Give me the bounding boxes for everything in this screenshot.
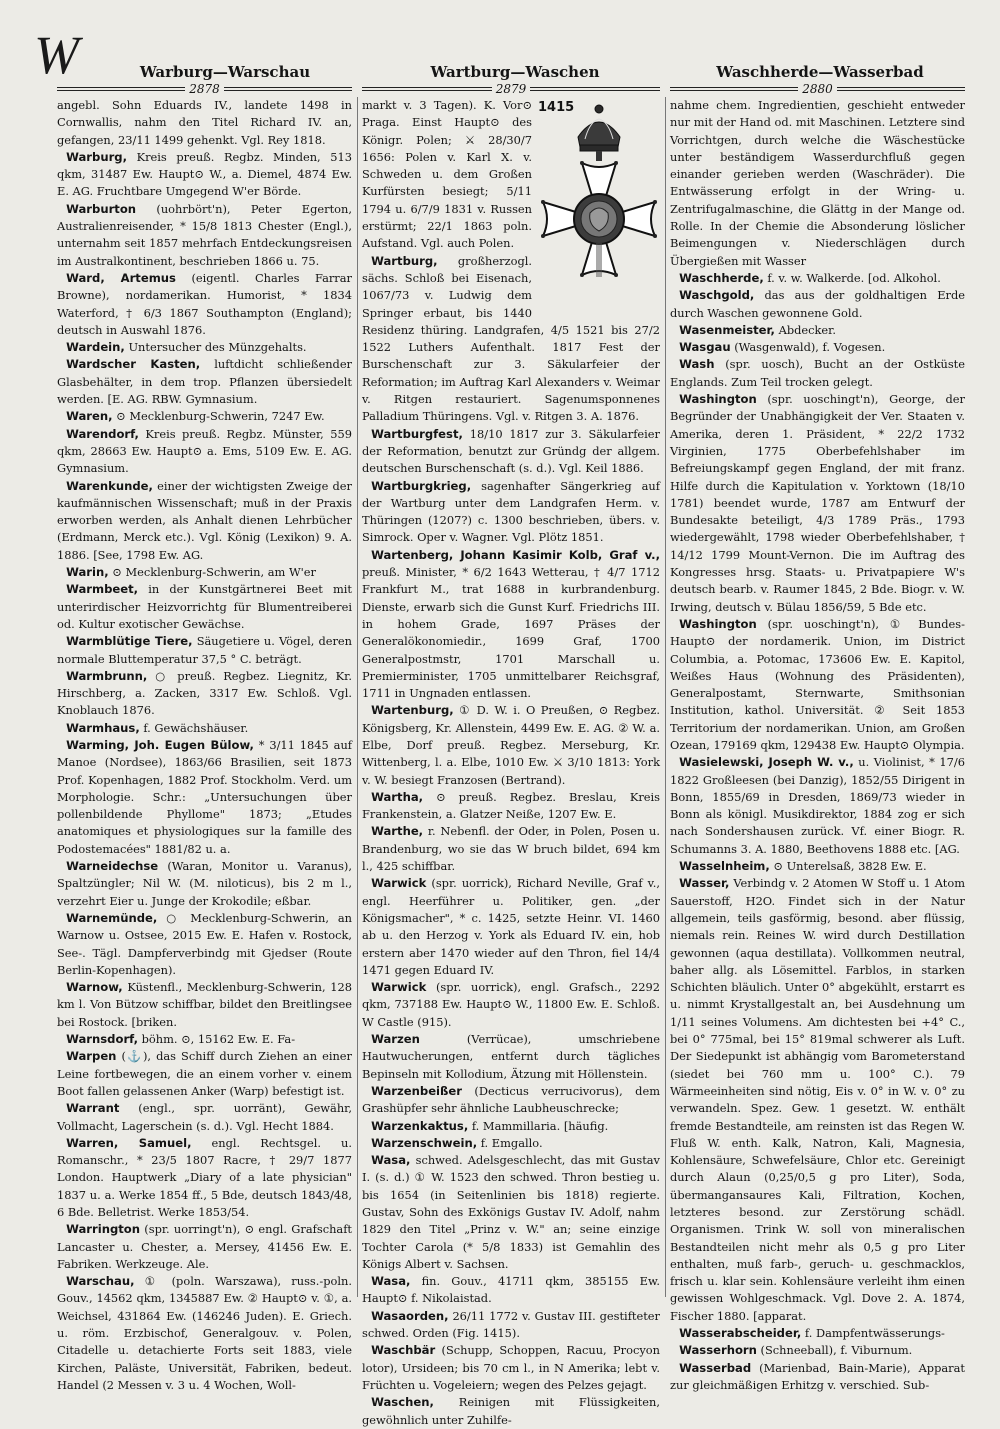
dictionary-entry	[670, 356, 965, 391]
dictionary-entry	[670, 287, 965, 322]
entry-text: (eigentl. Charles Farrar Browne), nordamerikan. Humorist, * 1834 Waterford, † 6/3 1867 Southampton (England); deutsch in Auswahl 1876.	[57, 270, 352, 337]
page-number: 2878	[189, 82, 220, 96]
entry-text: (Decticus verrucivorus), dem Grashüpfer sehr ähnliche Laubheuschrecke;	[362, 1083, 661, 1116]
entry-text: Reinigen mit Flüssigkeiten, gewöhnlich unter Zuhilfe-	[362, 1395, 661, 1427]
entry-text: böhm. ⊙, 15162 Ew. E. Fa-	[141, 1032, 296, 1047]
dictionary-entry	[362, 702, 660, 788]
entry-headword: Waren,	[66, 409, 113, 424]
dictionary-entry	[362, 1308, 660, 1343]
entry-headword: Warburton	[66, 201, 137, 216]
dictionary-entry	[57, 201, 352, 270]
entry-headword: Wartburg,	[371, 253, 438, 268]
entry-headword: Warneidechse	[66, 859, 159, 874]
entry-headword: Warzen	[371, 1032, 420, 1047]
figure-number: 1415	[538, 100, 575, 115]
entry-text: * 3/11 1845 auf Manoe (Nordsee), 1863/66 Brasilien, seit 1873 Prof. Kopenhagen, 1882 Prof. Stockholm. Verd. um Morphologie. Schr.: „Untersuchungen über pollenbildende Phyllome" 1873; „Etudes anatomiques et physiologiques sur la famille des Podostemacées" 1881/82 u. a.	[57, 737, 353, 856]
entry-text: (Wasgenwald), f. Vogesen.	[734, 340, 886, 355]
entry-text: (engl., spr. uorränt), Gewähr, Vollmacht, Lagerschein (s. d.). Vgl. Hecht 1884.	[57, 1101, 352, 1133]
entry-headword: Wartenberg, Johann Kasimir Kolb, Graf v.,	[371, 547, 660, 562]
dictionary-entry	[57, 720, 352, 737]
entry-text: ○ Mecklenburg-Schwerin, an Warnow u. Ostsee, 2015 Ew. E. Hafen v. Rostock, See-. Tägl. Dampferverbindg mit Gjedser (Route Berlin-Kopenhagen).	[57, 910, 353, 977]
entry-headword: Waschbär	[371, 1343, 436, 1358]
entry-text: (uohrbört'n), Peter Egerton, Australienreisender, * 15/8 1813 Chester (Engl.), unternahm seit 1857 mehrfach Entdeckungsreisen im Australkontinent, beschrieben 1866 u. 75.	[57, 201, 352, 268]
dictionary-entry	[57, 668, 352, 720]
entry-text: fin. Gouv., 41711 qkm, 385155 Ew. Haupt⊙ f. Nikolaistad.	[362, 1274, 660, 1306]
entry-headword: Warrington	[66, 1222, 141, 1237]
entry-headword: Wasa,	[371, 1153, 411, 1168]
entry-text: ⊙ Mecklenburg-Schwerin, am W'er	[112, 565, 316, 580]
entry-text: in der Kunstgärtnerei Beet mit unterirdischer Heizvorrichtg für Blumentreiberei od. Kultur exotischer Gewächse.	[57, 582, 352, 631]
dictionary-entry	[362, 1031, 660, 1083]
entry-text: markt v. 3 Tagen). K. Vor⊙ Praga. Einst Haupt⊙ des Königr. Polen; ⚔ 28/30/7 1656: Polen v. Karl X. v. Schweden u. dem Großen Kurfürsten besiegt; 5/11 1794 u. 6/7/9 1831 v. Russen erstürmt; 22/1 1863 poln. Aufstand. Vgl. auch Polen.	[362, 98, 532, 251]
entry-headword: Wartburgfest,	[371, 426, 463, 441]
entry-headword: Wasserabscheider,	[679, 1326, 802, 1341]
running-head-left: Warburg—Warschau	[139, 63, 311, 81]
dictionary-entry	[362, 1394, 660, 1429]
entry-text: f. Dampfentwässerungs-	[804, 1326, 945, 1341]
dictionary-entry	[57, 97, 352, 149]
entry-headword: Waschherde,	[679, 270, 764, 285]
entry-headword: Wartenburg,	[371, 703, 454, 718]
entry-text: 18/10 1817 zur 3. Säkularfeier der Reformation, benutzt zur Gründg der allgem. deutschen Burschenschaft (s. d.). Vgl. Keil 1886.	[362, 426, 660, 476]
dictionary-entry	[57, 1031, 352, 1048]
dictionary-entry	[362, 979, 660, 1031]
dictionary-entry	[362, 1135, 660, 1152]
page-number-left	[57, 82, 352, 96]
page-number: 2879	[495, 82, 527, 96]
dictionary-entry	[670, 754, 965, 858]
entry-text: luftdicht schließender Glasbehälter, in dem trop. Pflanzen übersiedelt werden. [E. AG. RBW. Gymnasium.	[57, 357, 353, 407]
column-divider	[357, 97, 358, 1297]
dictionary-entry	[57, 1221, 352, 1273]
entry-headword: Warrant	[66, 1101, 120, 1116]
entry-text: Untersucher des Münzgehalts.	[128, 340, 307, 355]
running-head-center: Wartburg—Waschen	[430, 63, 600, 81]
entry-headword: Wasaorden,	[371, 1308, 449, 1323]
entry-headword: Ward, Artemus	[66, 270, 176, 285]
dictionary-entry	[57, 356, 352, 408]
entry-headword: Wasgau	[679, 340, 731, 355]
page-number-right	[670, 82, 965, 96]
dictionary-entry	[57, 1135, 352, 1221]
entry-headword: Waschen,	[371, 1395, 434, 1410]
dictionary-entry	[57, 633, 352, 668]
entry-text: (Schupp, Schoppen, Racuu, Procyon lotor), Ursideen; bis 70 cm l., in N Amerika; lebt v. Früchten u. Vogeleiern; wegen des Pelzes gejagt.	[362, 1343, 660, 1392]
entry-text: angebl. Sohn Eduards IV., landete 1498 in Cornwallis, nahm den Titel Richard IV. an, gefangen, 23/11 1499 gehenkt. Vgl. Rey 1818.	[57, 98, 352, 147]
dictionary-entry	[57, 1048, 352, 1100]
entry-headword: Warenkunde,	[66, 478, 153, 493]
dictionary-entry	[670, 858, 965, 875]
entry-text: r. Nebenfl. der Oder, in Polen, Posen u. Brandenburg, wo sie das W bruch bildet, 694 km l., 425 schiffbar.	[362, 824, 661, 874]
column-left	[57, 97, 353, 1392]
entry-headword: Warburg,	[66, 149, 127, 164]
dictionary-entry	[57, 581, 352, 633]
entry-headword: Warmhaus,	[66, 720, 140, 735]
entry-text: Kreis preuß. Regbz. Münster, 559 qkm, 28663 Ew. Haupt⊙ a. Ems, 5109 Ew. E. AG. Gymnasium.	[57, 426, 352, 476]
running-head-right: Waschherde—Wasserbad	[716, 63, 924, 81]
dictionary-entry	[57, 149, 352, 201]
entry-text: sagenhafter Sängerkrieg auf der Wartburg unter dem Landgrafen Herm. v. Thüringen (1207?) c. 1300 beschrieben, übers. v. Simrock. Oper v. Wagner. Vgl. Plötz 1851.	[362, 478, 660, 545]
entry-text: (Verrücae), umschriebene Hautwucherungen, entfernt durch tägliches Bepinseln mit Kollodium, Ätzung mit Höllenstein.	[362, 1032, 660, 1081]
dictionary-entry	[670, 339, 965, 356]
entry-headword: Warming, Joh. Eugen Bülow,	[66, 737, 254, 752]
entry-headword: Wash	[679, 357, 715, 372]
entry-headword: Wardein,	[66, 340, 125, 355]
entry-text: u. Violinist, * 17/6 1822 Großleesen (bei Danzig), 1852/55 Dirigent in Bonn, 1855/69 in Dresden, 1869/73 wieder in Bonn als königl. Musikdirektor, 1884 zog er sich nach Sondershausen zurück. Vf. einer Biogr. R. Schumanns 3. A. 1880, Beethovens 1888 etc. [AG.	[670, 755, 965, 856]
entry-text: f. v. w. Walkerde. [od. Alkohol.	[767, 270, 941, 285]
entry-headword: Warpen	[66, 1049, 117, 1064]
dictionary-entry	[362, 478, 660, 547]
dictionary-entry	[57, 564, 352, 581]
column-right	[670, 97, 966, 1392]
entry-text: (spr. uorrick), engl. Grafsch., 2292 qkm, 737188 Ew. Haupt⊙ W., 11800 Ew. E. Schloß. W Castle (915).	[362, 980, 660, 1029]
entry-text: ⊙ Mecklenburg-Schwerin, 7247 Ew.	[116, 409, 325, 424]
dictionary-entry	[670, 1360, 965, 1395]
entry-text: das aus der goldhaltigen Erde durch Waschen gewonnene Gold.	[670, 288, 965, 320]
entry-headword: Washington	[679, 616, 757, 631]
entry-text: (⚓), das Schiff durch Ziehen an einer Leine fortbewegen, die an einem vorher v. einem Boot fallen gelassenen Anker (Warp) befestigt ist.	[57, 1049, 352, 1098]
entry-text: großherzogl. sächs. Schloß bei Eisenach, 1067/73 v. Ludwig dem Springer erbaut, bis 1440 Residenz thüring. Landgrafen, 4/5 1521 bis 27/2 1522 Luthers Aufenthalt. 1817 Fest der Burschenschaft zur 3. Säkularfeier der Reformation; im Auftrag Karl Alexanders v. Weimar v. Ritgen restauriert. Sagenumsponnenes Palladium Thüringens. Vgl. v. Ritgen 3. A. 1876.	[362, 253, 660, 424]
dictionary-entry	[362, 1342, 660, 1394]
dictionary-entry	[362, 1118, 660, 1135]
entry-headword: Wartburgkrieg,	[371, 478, 472, 493]
dictionary-entry	[362, 547, 660, 703]
entry-headword: Warendorf,	[66, 426, 139, 441]
entry-text: ① D. W. i. O Preußen, ⊙ Regbez. Königsberg, Kr. Allenstein, 4499 Ew. E. AG. ② W. a. Elbe, Dorf preuß. Regbez. Merseburg, Kr. Wittenberg, l. a. Elbe, 1010 Ew. ⚔ 3/10 1813: York v. W. besiegt Franzosen (Bertrand).	[362, 703, 660, 787]
entry-text: preuß. Minister, * 6/2 1643 Wetterau, † 4/7 1712 Frankfurt M., trat 1688 in kurbrandenburg. Dienste, erwarb sich die Gunst Kurf. Friedrichs III. in hohem Grade, 1697 Präses der Generalökonomiedir., 1699 Graf, 1700 Generalpostmstr, 1701 Marschall u. Premierminister, 1705 unmittelbarer Reichsgraf, 1711 in Ungnaden entlassen.	[362, 565, 660, 701]
dictionary-entry	[670, 270, 965, 287]
dictionary-entry	[57, 339, 352, 356]
entry-headword: Warren, Samuel,	[66, 1135, 192, 1150]
entry-text: ○ preuß. Regbez. Liegnitz, Kr. Hirschberg, a. Zacken, 3317 Ew. Schloß. Vgl. Knoblauch 1876.	[57, 668, 352, 718]
dictionary-entry	[57, 737, 352, 858]
dictionary-entry	[670, 1325, 965, 1342]
entry-text: nahme chem. Ingredientien, geschieht entweder nur mit der Hand od. mit Maschinen. Letztere sind Vorrichtgen, durch welche die Wäschestücke unter beständigem Wasserdurchfluß gegen einander gerieben werden (Waschräder). Die Entwässerung erfolgt in der Wring- u. Zentrifugalmaschine, die Glättg in der Mange od. Rolle. In der Chemie die Absonderung löslicher Beimengungen v. Niederschlägen durch Übergießen mit Wasser	[670, 98, 965, 268]
entry-headword: Warwick	[371, 980, 427, 995]
dictionary-entry	[362, 875, 660, 979]
dictionary-entry	[670, 391, 965, 616]
entry-headword: Wasselnheim,	[679, 859, 770, 874]
wasa-order-cross-icon	[538, 99, 660, 307]
entry-text: (Waran, Monitor u. Varanus), Spaltzüngler; Nil W. (M. niloticus), bis 2 m l., verzehrt Eier u. Junge der Krokodile; eßbar.	[57, 859, 352, 908]
entry-text: (Schneeball), f. Viburnum.	[760, 1343, 913, 1358]
dictionary-entry	[670, 875, 965, 1325]
entry-text: (spr. uoschingt'n), George, der Begründer der Unabhängigkeit der Ver. Staaten v. Amerika, deren 1. Präsident, * 22/2 1732 Virginien, 1775 Oberbefehlshaber im Befreiungskampf gegen England, der mit franz. Hilfe durch die Kapitulation v. Yorktown (18/10 1781) beendet wurde, 1787 am Entwurf der Bundesakte beteiligt, 4/3 1789 Präs., 1793 wiedergewählt, 1798 wieder Oberbefehlshaber, † 14/12 1799 Mount-Vernon. Die im Auftrag des Kongresses hrsg. Staats- u. Privatpapiere W's deutsch bearb. v. Raumer 1845, 2 Bde. Biogr. v. W. Irwing, deutsch v. Bülau 1856/59, 5 Bde etc.	[670, 392, 965, 614]
entry-text: (spr. uoschingt'n), ① Bundes-Haupt⊙ der nordamerik. Union, im District Columbia, a. Potomac, 173606 Ew. E. Kapitol, Weißes Haus (Wohnung des Präsidenten), Generalpostamt, Sternwarte, Smithsonian Institution, kathol. Universität. ② Seit 1853 Territorium der nordamerikan. Union, am Großen Ozean, 179169 qkm, 129438 Ew. Haupt⊙ Olympia.	[670, 616, 965, 752]
dictionary-entry	[57, 408, 352, 425]
entry-headword: Warin,	[66, 565, 109, 580]
dictionary-entry	[57, 979, 352, 1031]
entry-headword: Wasserhorn	[679, 1343, 757, 1358]
entry-headword: Wasielewski, Joseph W. v.,	[679, 755, 854, 770]
entry-headword: Wasserbad	[679, 1360, 752, 1375]
entry-headword: Wardscher Kasten,	[66, 357, 201, 372]
entry-headword: Warnemünde,	[66, 910, 158, 925]
entry-text: Abdecker.	[778, 322, 836, 337]
dictionary-entry	[57, 426, 352, 478]
entry-text: ⊙ Unterelsaß, 3828 Ew. E.	[773, 859, 927, 874]
entry-text: f. Emgallo.	[480, 1135, 543, 1150]
entry-headword: Warnow,	[66, 980, 123, 995]
entry-headword: Wasa,	[371, 1274, 411, 1289]
dictionary-entry	[362, 1273, 660, 1308]
entry-text: (spr. uorrick), Richard Neville, Graf v., engl. Heerführer u. Politiker, gen. „der Königsmacher", * c. 1425, setzte Heinr. VI. 1460 ab u. den Herzog v. York als Eduard IV. ein, hob erstern aber 1470 wieder auf den Thron, fiel 14/4 1471 gegen Eduard IV.	[362, 876, 660, 977]
entry-headword: Wasser,	[679, 876, 730, 891]
entry-text: Kreis preuß. Regbz. Minden, 513 qkm, 31487 Ew. Haupt⊙ W., a. Diemel, 4874 Ew. E. AG. Fruchtbare Umgegend W'er Börde.	[57, 149, 352, 199]
dictionary-entry	[362, 1083, 660, 1118]
entry-text: f. Gewächshäuser.	[143, 720, 249, 735]
dictionary-entry	[57, 910, 352, 979]
entry-headword: Warwick	[371, 876, 427, 891]
entry-text: (Marienbad, Bain-Marie), Apparat zur gleichmäßigen Erhitzg v. verschied. Sub-	[670, 1360, 965, 1392]
entry-text: ⊙ preuß. Regbez. Breslau, Kreis Frankenstein, a. Glatzer Neiße, 1207 Ew. E.	[362, 789, 661, 822]
entry-headword: Warmblütige Tiere,	[66, 634, 193, 649]
dictionary-entry	[670, 97, 965, 270]
entry-headword: Warnsdorf,	[66, 1032, 138, 1047]
entry-headword: Warmbrunn,	[66, 668, 148, 683]
entry-text: Verbindg v. 2 Atomen W Stoff u. 1 Atom Sauerstoff, H2O. Findet sich in der Natur allgemein, teils gasförmig, besond. aber flüssig, niemals rein. Reines W. wird durch Destillation gewonnen (aqua destillata). Vollkommen neutral, baher allg. als Lösemittel. Farblos, in starken Schichten bläulich. Unter 0° abgekühlt, erstarrt es u. nimmt Krystallgestalt an, bei Ausdehnung um 1/11 seines Volumens. Am dichtesten bei +4° C., bei 0° 775mal, bei 15° 819mal schwerer als Luft. Der Siedepunkt ist abhängig vom Barometerstand (siedet bei 760 mm u. 100° C.). 79 Wärmeeinheiten sind nötig, Eis v. 0° in W. v. 0° zu verwandeln. Spez. Gew. 1 gesetzt. W. enthält fremde Bestandteile, am reinsten ist das Regen W. Fluß W. enth. Kalk, Natron, Kali, Magnesia, Kohlensäure, Schwefelsäure, Chlor etc. Gereinigt durch Alaun (0,25/0,5 g pro Liter), Soda, übermangansaures Kali, Filtration, Kochen, letzteres besond. zur Zerstörung schädl. Organismen. Trink W. soll von mineralischen Bestandteilen nicht mehr als 0,5 g pro Liter enthalten, muß farb-, geruch- u. geschmacklos, frisch u. klar sein. Kohlensäure verleiht ihm einen gewissen Wohlgeschmack. Vgl. Dove 2. A. 1874, Fischer 1880. [apparat.	[670, 876, 966, 1323]
page-number: 2880	[802, 82, 833, 96]
entry-text: f. Mammillaria. [häufig.	[471, 1118, 609, 1133]
dictionary-entry	[362, 1152, 660, 1273]
dictionary-entry	[670, 616, 965, 754]
entry-text: engl. Rechtsgel. u. Romanschr., * 23/5 1807 Racre, † 29/7 1877 London. Hauptwerk „Diary of a late physician" 1837 u. a. Werke 1854 ff., 5 Bde, deutsch 1843/48, 6 Bde. Belletrist. Werke 1853/54.	[57, 1135, 352, 1219]
entry-text: ① (poln. Warszawa), russ.-poln. Gouv., 14562 qkm, 1345887 Ew. ② Haupt⊙ v. ①, a. Weichsel, 431864 Ew. (146246 Juden). E. Griech. u. röm. Erzbischof, Generalgouv. v. Polen, Citadelle u. detachierte Forts seit 1883, viele Kirchen, Paläste, Universität, Fabriken, bedeut. Handel (2 Messen v. 3 u. 4 Wochen, Woll-	[57, 1274, 352, 1392]
entry-text: Küstenfl., Mecklenburg-Schwerin, 128 km l. Von Bützow schiffbar, bildet den Breitlingsee bei Rostock. [briken.	[57, 980, 353, 1029]
entry-text: Säugetiere u. Vögel, deren normale Bluttemperatur 37,5 ° C. beträgt.	[57, 634, 353, 666]
column-divider	[665, 97, 666, 1297]
section-letter: W	[34, 25, 79, 85]
dictionary-entry	[670, 322, 965, 339]
entry-text: schwed. Adelsgeschlecht, das mit Gustav I. (s. d.) ① W. 1523 den schwed. Thron bestieg u. bis 1654 (in Seitenlinien bis 1818) regierte. Gustav, Sohn des Exkönigs Gustav IV. Adolf, nahm 1829 den Titel „Prinz v. W." an; seine einzige Tochter Carola (* 5/8 1833) ist Gemahlin des Königs Albert v. Sachsen.	[362, 1153, 660, 1271]
entry-text: einer der wichtigsten Zweige der kaufmännischen Wissenschaft; muß in der Praxis erworben werden, als Anhalt dienen Lehrbücher (Erdmann, Merck etc.). Vgl. König (Lexikon) 9. A. 1886. [See, 1798 Ew. AG.	[57, 478, 352, 562]
entry-headword: Warzenkaktus,	[371, 1118, 469, 1133]
dictionary-entry	[670, 1342, 965, 1359]
entry-headword: Warmbeet,	[66, 582, 139, 597]
entry-headword: Warthe,	[371, 824, 424, 839]
entry-text: (spr. uorringt'n), ⊙ engl. Grafschaft Lancaster u. Chester, a. Mersey, 41456 Ew. E. Fabriken. Werkzeuge. Ale.	[57, 1222, 352, 1271]
entry-headword: Washington	[679, 392, 757, 407]
entry-headword: Warschau,	[66, 1274, 135, 1289]
page-number-center	[362, 82, 660, 96]
dictionary-entry	[57, 1100, 352, 1135]
entry-headword: Waschgold,	[679, 288, 755, 303]
dictionary-entry	[57, 1273, 352, 1394]
column-center	[362, 97, 661, 1427]
dictionary-entry	[57, 858, 352, 910]
order-figure	[538, 99, 660, 307]
entry-text: 26/11 1772 v. Gustav III. gestifteter schwed. Orden (Fig. 1415).	[362, 1308, 660, 1341]
entry-text: (spr. uosch), Bucht an der Ostküste Englands. Zum Teil trocken gelegt.	[670, 357, 965, 389]
entry-headword: Warzenschwein,	[371, 1135, 478, 1150]
dictionary-entry	[362, 823, 660, 875]
dictionary-entry	[362, 789, 660, 824]
entry-headword: Warzenbeißer	[371, 1083, 462, 1098]
entry-headword: Wartha,	[371, 789, 424, 804]
entry-headword: Wasenmeister,	[679, 322, 775, 337]
dictionary-entry	[57, 270, 352, 339]
dictionary-entry	[57, 478, 352, 564]
dictionary-entry	[362, 426, 660, 478]
